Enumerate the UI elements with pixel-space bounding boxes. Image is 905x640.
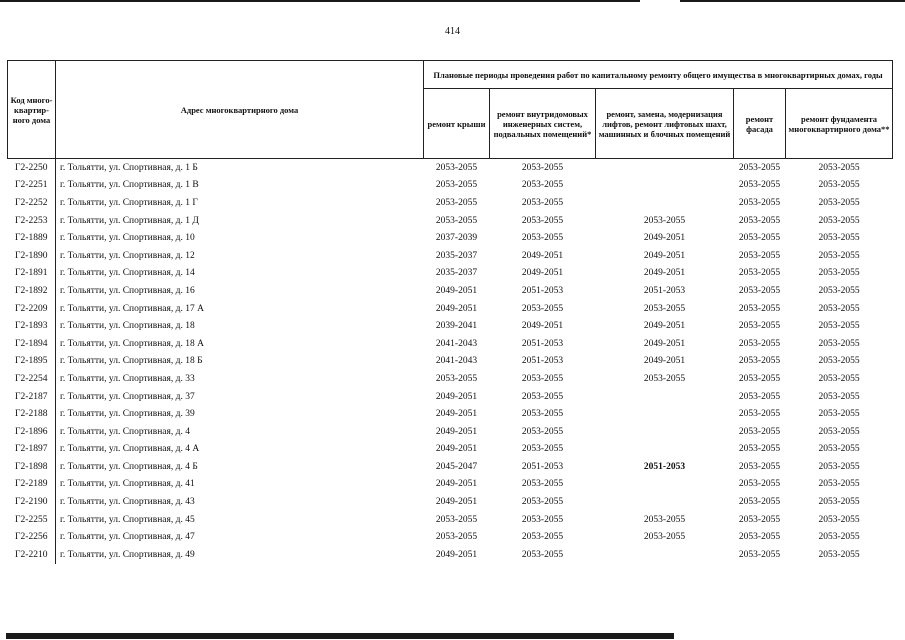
roof-period: 2039-2041 bbox=[435, 321, 478, 332]
house-address: г. Тольятти, ул. Спортивная, д. 18 А bbox=[60, 338, 204, 349]
systems-period: 2053-2055 bbox=[521, 373, 564, 384]
table-row bbox=[8, 247, 893, 265]
table-row bbox=[8, 212, 893, 230]
foundation-period: 2053-2055 bbox=[818, 409, 860, 420]
house-code: Г2-2252 bbox=[8, 194, 56, 212]
roof-period: 2035-2037 bbox=[435, 250, 478, 261]
table-row bbox=[8, 546, 893, 564]
systems-period: 2051-2053 bbox=[521, 356, 564, 367]
roof-period: 2045-2047 bbox=[435, 461, 478, 472]
house-code: Г2-2188 bbox=[8, 405, 56, 423]
systems-period: 2053-2055 bbox=[521, 532, 564, 543]
table-row bbox=[8, 511, 893, 529]
table-row bbox=[8, 493, 893, 511]
facade-period: 2053-2055 bbox=[738, 215, 781, 226]
roof-period: 2053-2055 bbox=[435, 373, 478, 384]
house-code: Г2-2255 bbox=[8, 511, 56, 529]
table-row bbox=[8, 229, 893, 247]
house-address: г. Тольятти, ул. Спортивная, д. 43 bbox=[60, 497, 195, 508]
table-row bbox=[8, 194, 893, 212]
systems-period: 2051-2053 bbox=[521, 461, 564, 472]
house-code: Г2-2251 bbox=[8, 177, 56, 195]
systems-period: 2053-2055 bbox=[521, 479, 564, 490]
systems-period: 2053-2055 bbox=[521, 162, 564, 173]
facade-period: 2053-2055 bbox=[738, 497, 781, 508]
house-address: г. Тольятти, ул. Спортивная, д. 4 А bbox=[60, 444, 200, 455]
elevators-period bbox=[596, 194, 734, 212]
foundation-period: 2053-2055 bbox=[818, 444, 860, 455]
elevators-period: 2053-2055 bbox=[643, 514, 686, 525]
header-roof: ремонт крыши bbox=[424, 89, 490, 159]
roof-period: 2053-2055 bbox=[435, 197, 478, 208]
house-code: Г2-1898 bbox=[8, 458, 56, 476]
foundation-period: 2053-2055 bbox=[818, 215, 860, 226]
house-address: г. Тольятти, ул. Спортивная, д. 1 Д bbox=[60, 215, 199, 226]
foundation-period: 2053-2055 bbox=[818, 180, 860, 191]
roof-period: 2053-2055 bbox=[435, 180, 478, 191]
foundation-period: 2053-2055 bbox=[818, 461, 860, 472]
table-body bbox=[8, 159, 893, 564]
house-code: Г2-2189 bbox=[8, 476, 56, 494]
house-address: г. Тольятти, ул. Спортивная, д. 14 bbox=[60, 268, 195, 279]
foundation-period: 2053-2055 bbox=[818, 514, 860, 525]
facade-period: 2053-2055 bbox=[738, 321, 781, 332]
roof-period: 2053-2055 bbox=[435, 514, 478, 525]
systems-period: 2053-2055 bbox=[521, 391, 564, 402]
foundation-period: 2053-2055 bbox=[818, 303, 860, 314]
house-address: г. Тольятти, ул. Спортивная, д. 17 А bbox=[60, 303, 204, 314]
house-address: г. Тольятти, ул. Спортивная, д. 1 Б bbox=[60, 162, 198, 173]
systems-period: 2053-2055 bbox=[521, 180, 564, 191]
house-code: Г2-1894 bbox=[8, 335, 56, 353]
elevators-period bbox=[596, 388, 734, 406]
foundation-period: 2053-2055 bbox=[818, 285, 860, 296]
facade-period: 2053-2055 bbox=[738, 514, 781, 525]
facade-period: 2053-2055 bbox=[738, 250, 781, 261]
elevators-period: 2053-2055 bbox=[643, 532, 686, 543]
table-row bbox=[8, 353, 893, 371]
roof-period: 2053-2055 bbox=[435, 215, 478, 226]
elevators-period bbox=[596, 159, 734, 177]
foundation-period: 2053-2055 bbox=[818, 250, 860, 261]
house-address: г. Тольятти, ул. Спортивная, д. 1 В bbox=[60, 180, 199, 191]
systems-period: 2049-2051 bbox=[521, 321, 564, 332]
facade-period: 2053-2055 bbox=[738, 479, 781, 490]
foundation-period: 2053-2055 bbox=[818, 356, 860, 367]
facade-period: 2053-2055 bbox=[738, 444, 781, 455]
systems-period: 2053-2055 bbox=[521, 409, 564, 420]
house-address: г. Тольятти, ул. Спортивная, д. 47 bbox=[60, 532, 195, 543]
elevators-period bbox=[596, 441, 734, 459]
header-code: Код много-квартир-ного дома bbox=[8, 61, 56, 159]
house-code: Г2-2187 bbox=[8, 388, 56, 406]
house-address: г. Тольятти, ул. Спортивная, д. 41 bbox=[60, 479, 195, 490]
house-code: Г2-1892 bbox=[8, 282, 56, 300]
systems-period: 2053-2055 bbox=[521, 426, 564, 437]
facade-period: 2053-2055 bbox=[738, 285, 781, 296]
table-row bbox=[8, 423, 893, 441]
foundation-period: 2053-2055 bbox=[818, 391, 860, 402]
header-facade: ремонт фасада bbox=[734, 89, 786, 159]
table-row bbox=[8, 476, 893, 494]
house-address: г. Тольятти, ул. Спортивная, д. 45 bbox=[60, 514, 195, 525]
house-code: Г2-1893 bbox=[8, 317, 56, 335]
house-code: Г2-2210 bbox=[8, 546, 56, 564]
systems-period: 2051-2053 bbox=[521, 338, 564, 349]
foundation-period: 2053-2055 bbox=[818, 479, 860, 490]
roof-period: 2049-2051 bbox=[435, 444, 478, 455]
systems-period: 2053-2055 bbox=[521, 549, 564, 560]
foundation-period: 2053-2055 bbox=[818, 338, 860, 349]
house-code: Г2-1891 bbox=[8, 265, 56, 283]
foundation-period: 2053-2055 bbox=[818, 532, 860, 543]
house-address: г. Тольятти, ул. Спортивная, д. 33 bbox=[60, 373, 195, 384]
elevators-period: 2049-2051 bbox=[643, 233, 686, 244]
roof-period: 2049-2051 bbox=[435, 479, 478, 490]
systems-period: 2053-2055 bbox=[521, 233, 564, 244]
systems-period: 2049-2051 bbox=[521, 268, 564, 279]
roof-period: 2053-2055 bbox=[435, 532, 478, 543]
roof-period: 2049-2051 bbox=[435, 426, 478, 437]
facade-period: 2053-2055 bbox=[738, 356, 781, 367]
table-row bbox=[8, 370, 893, 388]
page-number: 414 bbox=[445, 26, 460, 37]
foundation-period: 2053-2055 bbox=[818, 162, 860, 173]
table-row bbox=[8, 282, 893, 300]
elevators-period: 2049-2051 bbox=[643, 250, 686, 261]
scan-edge-top bbox=[0, 0, 905, 2]
elevators-period: 2053-2055 bbox=[643, 373, 686, 384]
header-foundation: ремонт фундамента многоквартирного дома** bbox=[786, 89, 893, 159]
roof-period: 2041-2043 bbox=[435, 338, 478, 349]
house-address: г. Тольятти, ул. Спортивная, д. 18 Б bbox=[60, 356, 203, 367]
header-periods: Плановые периоды проведения работ по капитальному ремонту общего имущества в многоквартирных домах, годы bbox=[424, 61, 893, 89]
elevators-period: 2049-2051 bbox=[643, 338, 686, 349]
systems-period: 2053-2055 bbox=[521, 215, 564, 226]
house-code: Г2-2190 bbox=[8, 493, 56, 511]
facade-period: 2053-2055 bbox=[738, 303, 781, 314]
table-row bbox=[8, 317, 893, 335]
elevators-period bbox=[596, 546, 734, 564]
facade-period: 2053-2055 bbox=[738, 338, 781, 349]
house-code: Г2-2256 bbox=[8, 528, 56, 546]
elevators-period: 2049-2051 bbox=[643, 268, 686, 279]
foundation-period: 2053-2055 bbox=[818, 497, 860, 508]
foundation-period: 2053-2055 bbox=[818, 197, 860, 208]
header-elevators: ремонт, замена, модернизация лифтов, ремонт лифтовых шахт, машинных и блочных помещений bbox=[596, 89, 734, 159]
facade-period: 2053-2055 bbox=[738, 162, 781, 173]
elevators-period: 2051-2053 bbox=[643, 285, 686, 296]
foundation-period: 2053-2055 bbox=[818, 426, 860, 437]
elevators-period: 2053-2055 bbox=[643, 215, 686, 226]
header-address: Адрес многоквартирного дома bbox=[56, 61, 424, 159]
house-address: г. Тольятти, ул. Спортивная, д. 10 bbox=[60, 233, 195, 244]
house-code: Г2-2253 bbox=[8, 212, 56, 230]
systems-period: 2051-2053 bbox=[521, 285, 564, 296]
table-row bbox=[8, 335, 893, 353]
roof-period: 2049-2051 bbox=[435, 391, 478, 402]
table-row bbox=[8, 405, 893, 423]
systems-period: 2053-2055 bbox=[521, 514, 564, 525]
facade-period: 2053-2055 bbox=[738, 532, 781, 543]
table-row bbox=[8, 177, 893, 195]
house-code: Г2-2209 bbox=[8, 300, 56, 318]
facade-period: 2053-2055 bbox=[738, 461, 781, 472]
house-address: г. Тольятти, ул. Спортивная, д. 4 bbox=[60, 426, 190, 437]
roof-period: 2049-2051 bbox=[435, 285, 478, 296]
roof-period: 2035-2037 bbox=[435, 268, 478, 279]
elevators-period: 2049-2051 bbox=[643, 356, 686, 367]
house-address: г. Тольятти, ул. Спортивная, д. 1 Г bbox=[60, 197, 198, 208]
house-code: Г2-1897 bbox=[8, 441, 56, 459]
roof-period: 2049-2051 bbox=[435, 303, 478, 314]
house-address: г. Тольятти, ул. Спортивная, д. 16 bbox=[60, 285, 195, 296]
house-address: г. Тольятти, ул. Спортивная, д. 4 Б bbox=[60, 461, 198, 472]
foundation-period: 2053-2055 bbox=[818, 373, 860, 384]
facade-period: 2053-2055 bbox=[738, 549, 781, 560]
house-code: Г2-2250 bbox=[8, 159, 56, 177]
elevators-period bbox=[596, 177, 734, 195]
roof-period: 2037-2039 bbox=[435, 233, 478, 244]
systems-period: 2053-2055 bbox=[521, 444, 564, 455]
facade-period: 2053-2055 bbox=[738, 180, 781, 191]
house-code: Г2-1890 bbox=[8, 247, 56, 265]
elevators-period bbox=[596, 476, 734, 494]
house-code: Г2-1889 bbox=[8, 229, 56, 247]
foundation-period: 2053-2055 bbox=[818, 549, 860, 560]
roof-period: 2049-2051 bbox=[435, 549, 478, 560]
facade-period: 2053-2055 bbox=[738, 197, 781, 208]
roof-period: 2053-2055 bbox=[435, 162, 478, 173]
systems-period: 2053-2055 bbox=[521, 497, 564, 508]
table-row bbox=[8, 458, 893, 476]
elevators-period: 2051-2053 bbox=[643, 461, 686, 472]
facade-period: 2053-2055 bbox=[738, 391, 781, 402]
elevators-period: 2053-2055 bbox=[643, 303, 686, 314]
scan-edge-gap bbox=[640, 0, 680, 3]
header-systems: ремонт внутридомовых инженерных систем, подвальных помещений* bbox=[490, 89, 596, 159]
table-row bbox=[8, 300, 893, 318]
house-code: Г2-1896 bbox=[8, 423, 56, 441]
repair-schedule-table bbox=[7, 60, 893, 564]
facade-period: 2053-2055 bbox=[738, 268, 781, 279]
house-address: г. Тольятти, ул. Спортивная, д. 18 bbox=[60, 321, 195, 332]
house-address: г. Тольятти, ул. Спортивная, д. 49 bbox=[60, 549, 195, 560]
roof-period: 2049-2051 bbox=[435, 409, 478, 420]
house-code: Г2-1895 bbox=[8, 353, 56, 371]
roof-period: 2041-2043 bbox=[435, 356, 478, 367]
foundation-period: 2053-2055 bbox=[818, 321, 860, 332]
table-row bbox=[8, 388, 893, 406]
house-address: г. Тольятти, ул. Спортивная, д. 37 bbox=[60, 391, 195, 402]
elevators-period: 2049-2051 bbox=[643, 321, 686, 332]
house-address: г. Тольятти, ул. Спортивная, д. 39 bbox=[60, 409, 195, 420]
systems-period: 2049-2051 bbox=[521, 250, 564, 261]
systems-period: 2053-2055 bbox=[521, 303, 564, 314]
facade-period: 2053-2055 bbox=[738, 373, 781, 384]
scan-edge-bottom bbox=[6, 633, 674, 639]
table-row bbox=[8, 265, 893, 283]
systems-period: 2053-2055 bbox=[521, 197, 564, 208]
table-row bbox=[8, 441, 893, 459]
house-address: г. Тольятти, ул. Спортивная, д. 12 bbox=[60, 250, 195, 261]
table-row bbox=[8, 528, 893, 546]
facade-period: 2053-2055 bbox=[738, 409, 781, 420]
roof-period: 2049-2051 bbox=[435, 497, 478, 508]
elevators-period bbox=[596, 423, 734, 441]
foundation-period: 2053-2055 bbox=[818, 233, 860, 244]
foundation-period: 2053-2055 bbox=[818, 268, 860, 279]
elevators-period bbox=[596, 493, 734, 511]
table-row bbox=[8, 159, 893, 177]
house-code: Г2-2254 bbox=[8, 370, 56, 388]
elevators-period bbox=[596, 405, 734, 423]
facade-period: 2053-2055 bbox=[738, 426, 781, 437]
facade-period: 2053-2055 bbox=[738, 233, 781, 244]
